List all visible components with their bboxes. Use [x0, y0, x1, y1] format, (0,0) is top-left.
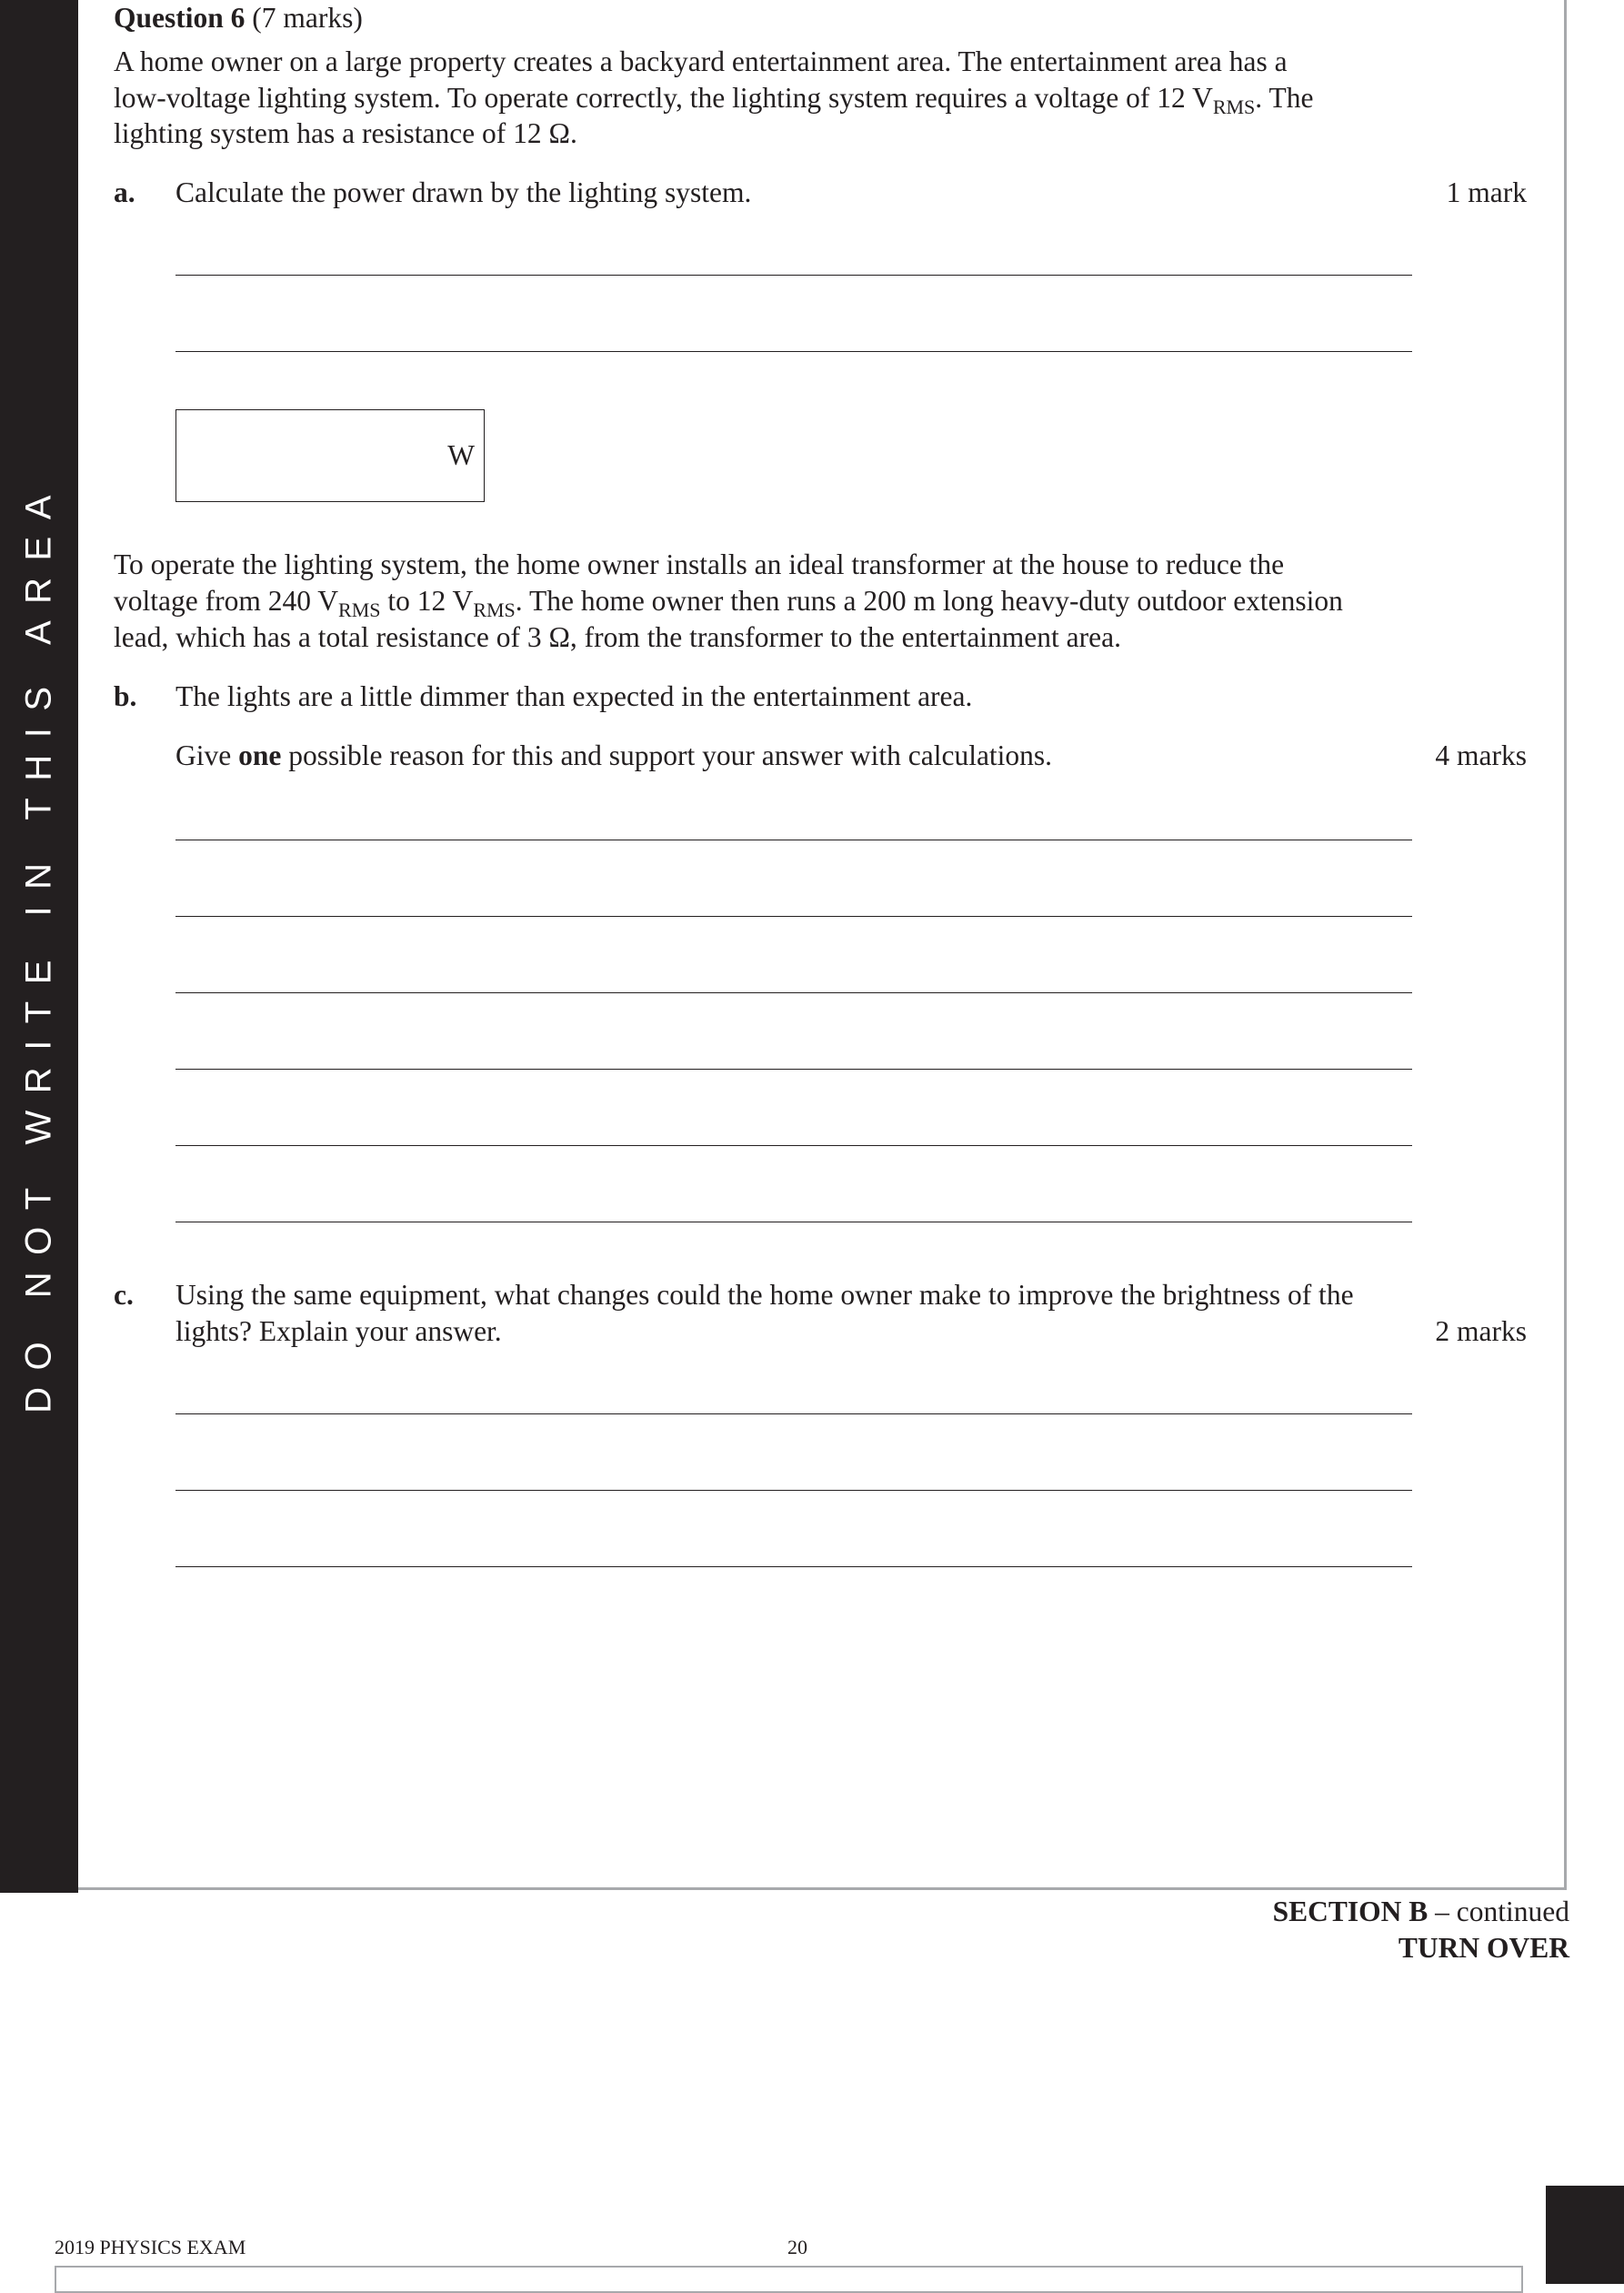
page-number: 20	[787, 2236, 807, 2258]
answer-line[interactable]	[175, 351, 1412, 352]
answer-line[interactable]	[175, 275, 1412, 276]
exam-name: 2019 PHYSICS EXAM	[55, 2236, 246, 2258]
question-heading	[114, 0, 363, 36]
part-b-marks: 4 marks	[1435, 739, 1527, 771]
part-c-question-line-1: Using the same equipment, what changes could the home owner make to improve the brightness of the	[175, 1279, 1354, 1311]
question-marks: (7 marks)	[252, 2, 363, 34]
context-line-3: lead, which has a total resistance of 3 Ω, from the transformer to the entertainment area.	[114, 621, 1121, 653]
answer-line[interactable]	[175, 1490, 1412, 1491]
question-intro-line-2: low-voltage lighting system. To operate correctly, the lighting system requires a voltage of 12 $V_{RMS}$. The	[114, 82, 1314, 118]
context-line-2: voltage from 240 $V_{RMS}$ to 12 $V_{RMS}$. The home owner then runs a 200 m long heavy-duty outdoor extension	[114, 585, 1343, 621]
turn-over-label: TURN OVER	[1398, 1932, 1569, 1964]
part-a-marks: 1 mark	[1446, 176, 1527, 208]
bottom-answer-frame	[55, 2266, 1523, 2293]
corner-block	[1546, 2186, 1624, 2284]
do-not-write-sidebar	[0, 0, 78, 1893]
section-continued: SECTION B – continued	[1272, 1896, 1569, 1927]
question-intro-line-1: A home owner on a large property creates a backyard entertainment area. The entertainment area has a	[114, 45, 1288, 77]
part-c-marks: 2 marks	[1435, 1315, 1527, 1347]
do-not-write-label: DO NOT WRITE IN THIS AREA	[18, 478, 59, 1413]
answer-area-frame	[78, 0, 1567, 1890]
answer-unit: W	[447, 439, 475, 471]
answer-line[interactable]	[175, 1069, 1412, 1070]
part-a-answer-box[interactable]	[175, 409, 485, 502]
part-c-question-line-2: lights? Explain your answer.	[175, 1315, 502, 1347]
answer-line[interactable]	[175, 992, 1412, 993]
part-b-statement: The lights are a little dimmer than expected in the entertainment area.	[175, 680, 973, 712]
answer-line[interactable]	[175, 1413, 1412, 1414]
answer-line[interactable]	[175, 1145, 1412, 1146]
part-c-label: c.	[114, 1279, 134, 1311]
context-line-1: To operate the lighting system, the home owner installs an ideal transformer at the house to reduce the	[114, 548, 1285, 580]
question-intro-line-3: lighting system has a resistance of 12 Ω.	[114, 117, 577, 149]
answer-line[interactable]	[175, 916, 1412, 917]
part-b-question: Give one possible reason for this and support your answer with calculations.	[175, 739, 1053, 771]
question-title: Question 6	[114, 2, 246, 34]
answer-line[interactable]	[175, 1566, 1412, 1567]
part-a-label: a.	[114, 176, 135, 208]
part-b-label: b.	[114, 680, 137, 712]
part-a-question: Calculate the power drawn by the lighting system.	[175, 176, 752, 208]
